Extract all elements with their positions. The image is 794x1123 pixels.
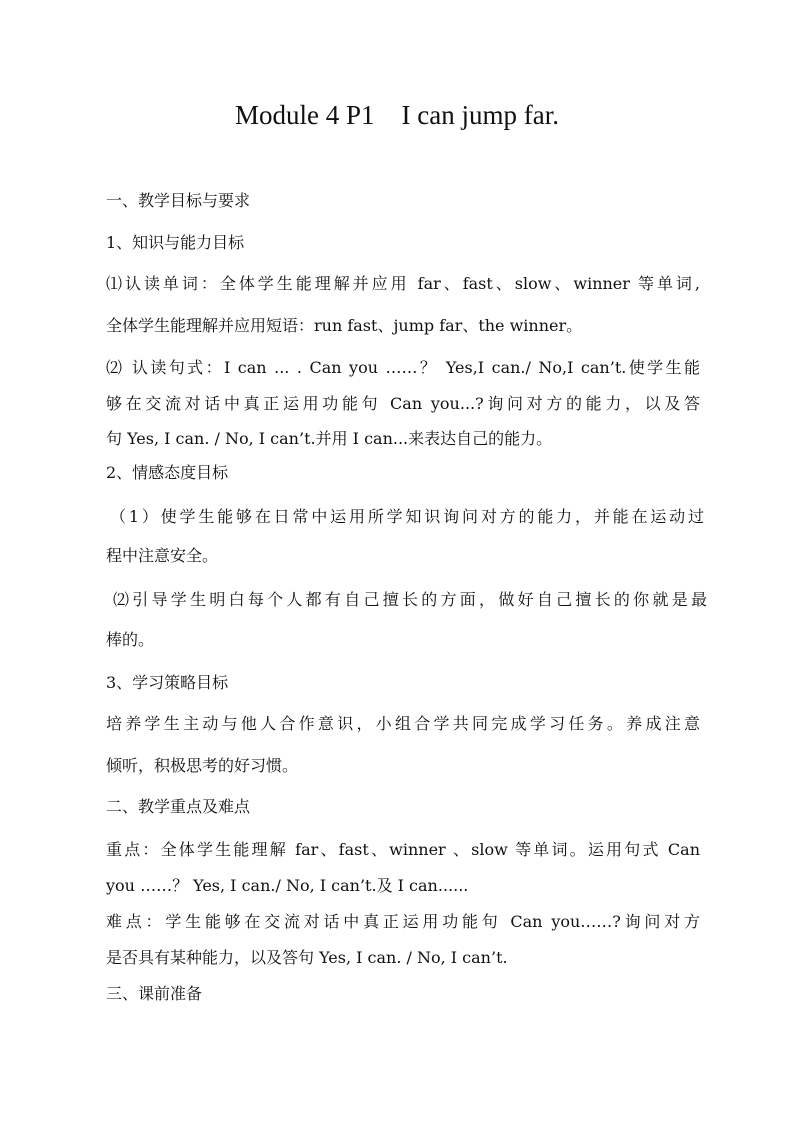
paragraph-line: 重点：全体学生能理解 far、fast、winner 、slow 等单词。运用句式 Can	[106, 840, 700, 859]
section-heading-objectives: 一、教学目标与要求	[106, 191, 251, 210]
paragraph-line: （1）使学生能够在日常中运用所学知识询问对方的能力，并能在运动过	[110, 507, 704, 526]
paragraph-line: 是否具有某种能力，以及答句 Yes, I can. / No, I can’t.	[106, 948, 508, 967]
paragraph-line: 难点：学生能够在交流对话中真正运用功能句 Can you……?询问对方	[106, 912, 700, 931]
document-title: Module 4 P1 I can jump far.	[235, 100, 559, 130]
paragraph-line: 够在交流对话中真正运用功能句 Can you...?询问对方的能力，以及答	[106, 394, 700, 413]
paragraph-line: you ……？ Yes, I can./ No, I can’t.及 I can......	[106, 876, 469, 895]
section-heading-preparation: 三、课前准备	[106, 984, 203, 1003]
subheading-emotion-attitude: 2、情感态度目标	[106, 463, 229, 482]
paragraph-line: ⑵引导学生明白每个人都有自己擅长的方面，做好自己擅长的你就是最	[113, 590, 707, 609]
paragraph-line: 句 Yes, I can. / No, I can’t.并用 I can...来表达自己的能力。	[106, 429, 553, 448]
paragraph-line: 培养学生主动与他人合作意识，小组合学共同完成学习任务。养成注意	[106, 714, 700, 733]
paragraph-line: 倾听，积极思考的好习惯。	[106, 756, 299, 775]
subheading-knowledge-ability: 1、知识与能力目标	[106, 233, 245, 252]
paragraph-line: 棒的。	[106, 630, 155, 649]
subheading-learning-strategy: 3、学习策略目标	[106, 673, 229, 692]
paragraph-line: ⑵ 认读句式：I can ... . Can you ……？ Yes,I can./ No,I can’t.使学生能	[106, 358, 700, 377]
paragraph-line: 全体学生能理解并应用短语：run fast、jump far、the winner。	[106, 316, 583, 335]
section-heading-key-points: 二、教学重点及难点	[106, 797, 251, 816]
paragraph-line: 程中注意安全。	[106, 546, 219, 565]
paragraph-line: ⑴认读单词：全体学生能理解并应用 far、fast、slow、winner 等单词,	[106, 274, 700, 293]
